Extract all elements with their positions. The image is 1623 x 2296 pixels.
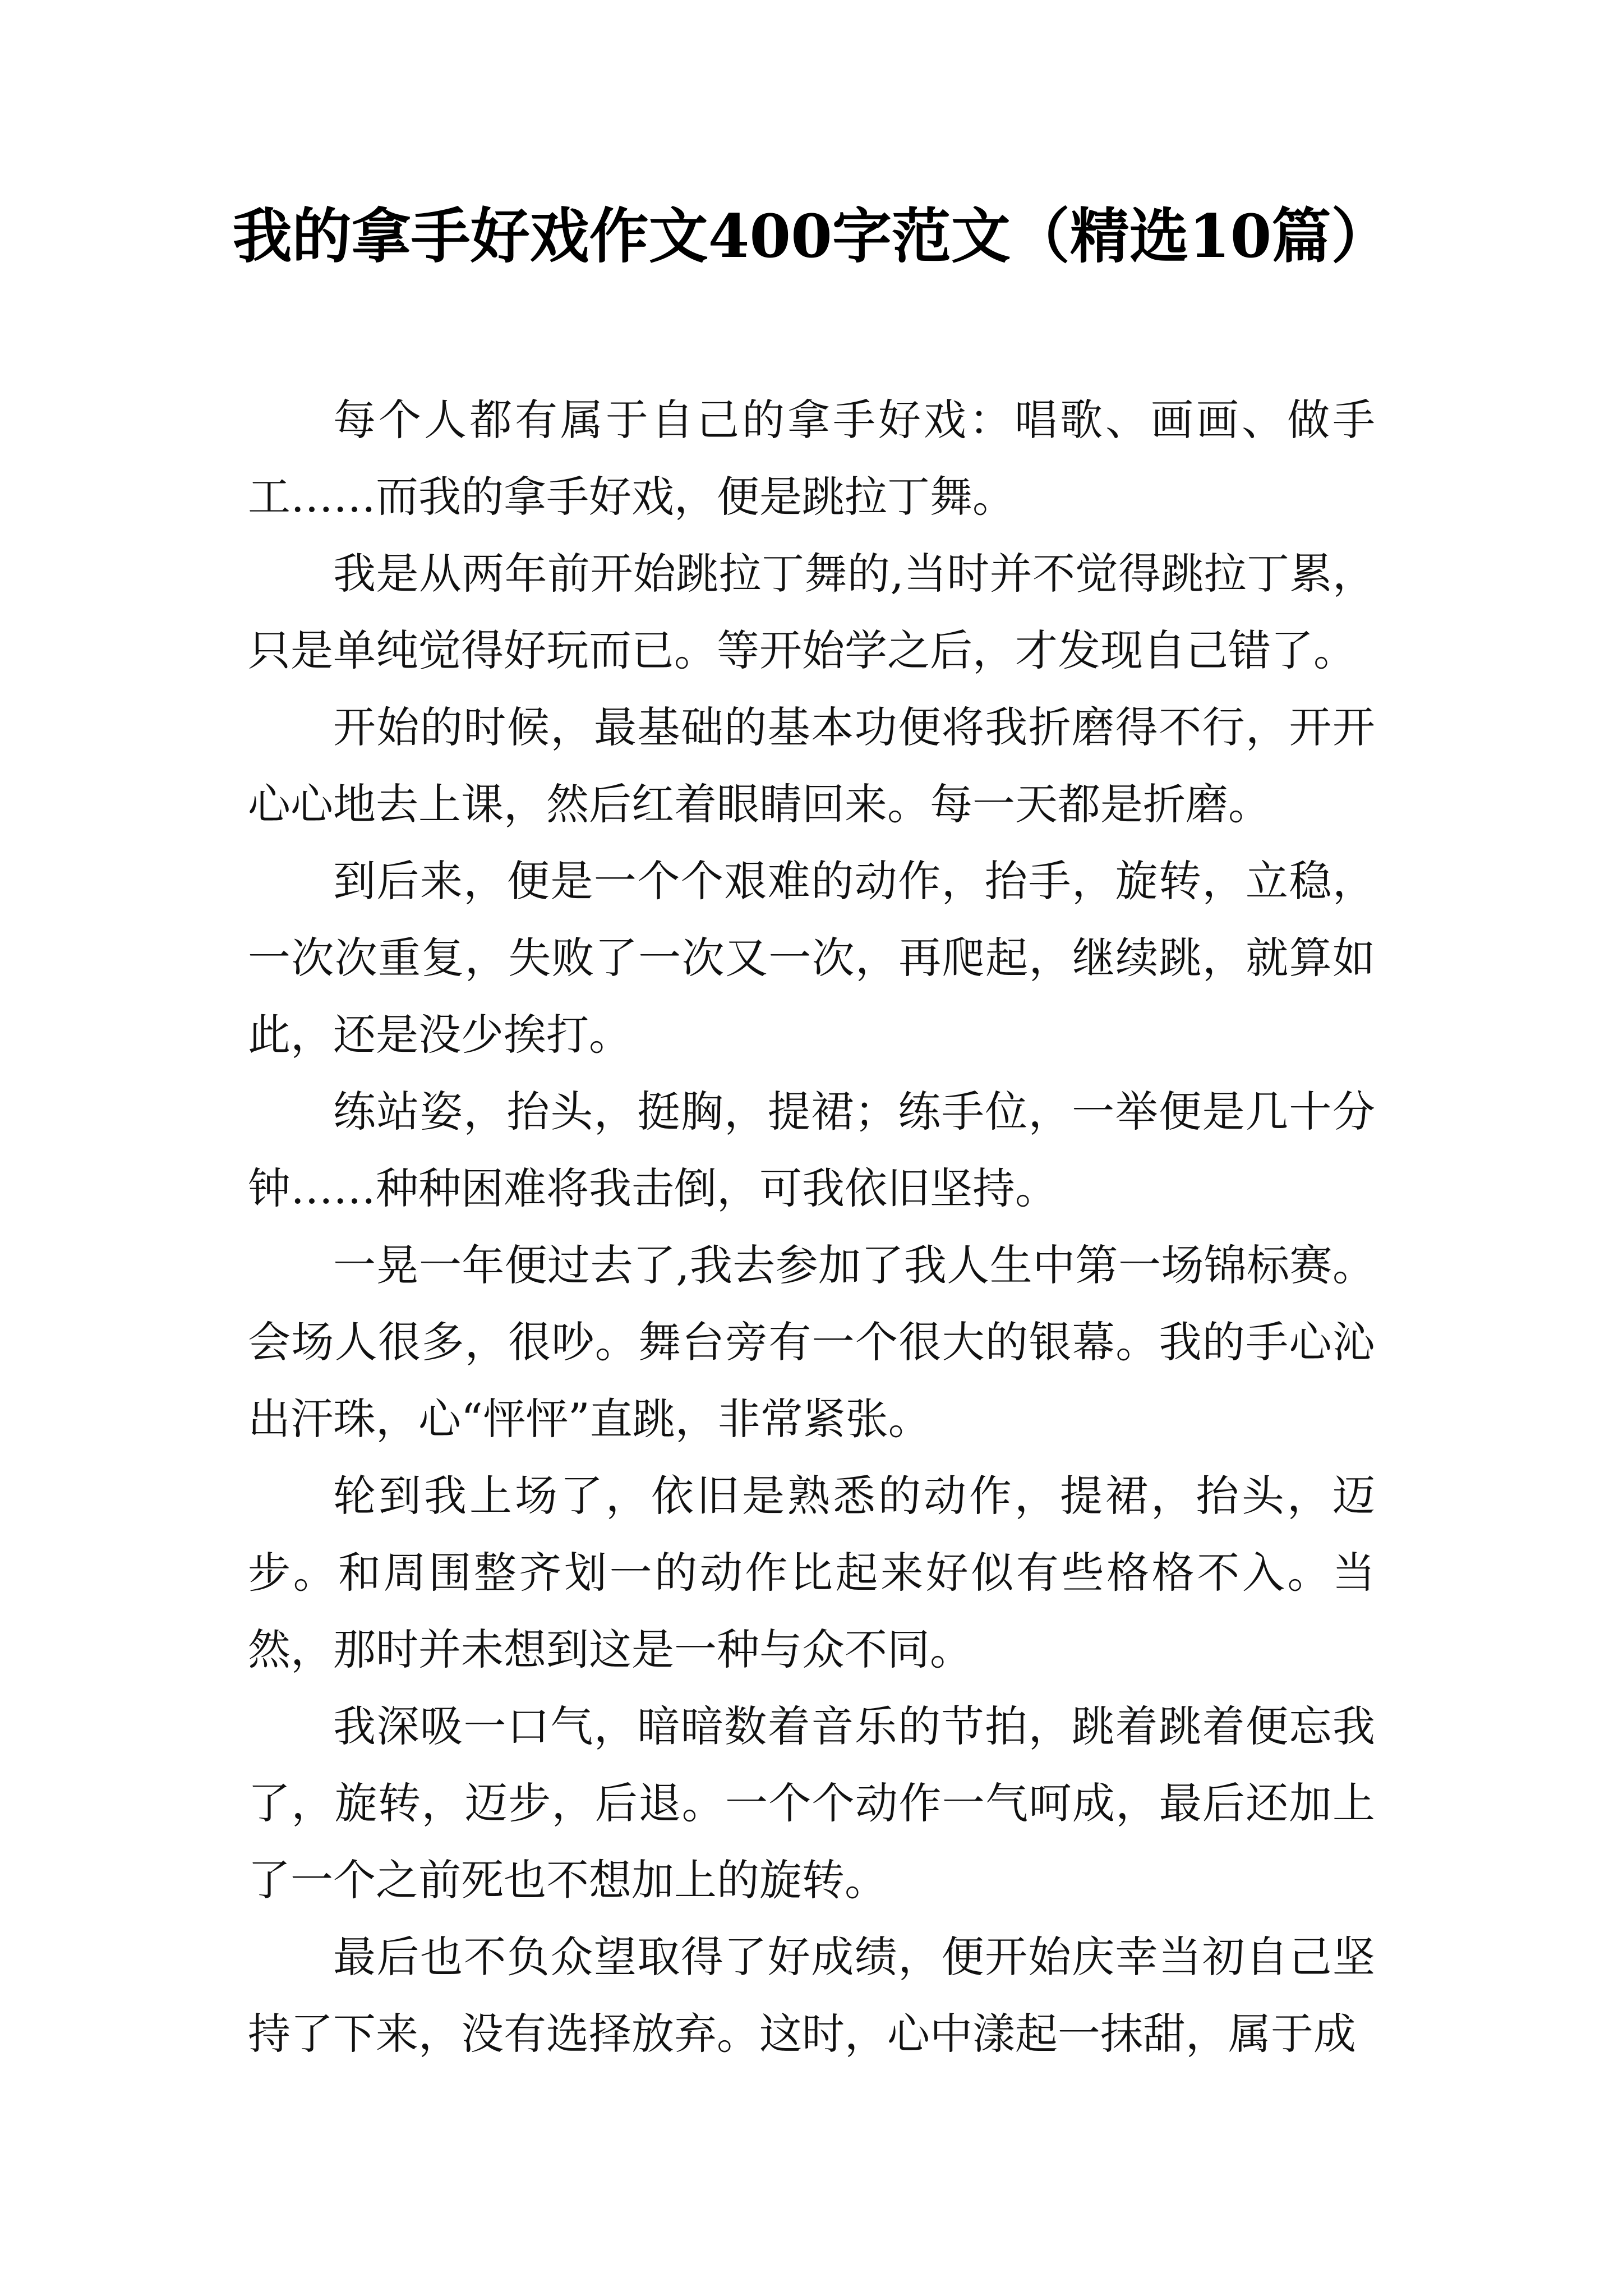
body-paragraph: 一晃一年便过去了,我去参加了我人生中第一场锦标赛。会场人很多，很吵。舞台旁有一个很大的银幕。我的手心沁出汗珠，心“怦怦”直跳，非常紧张。 <box>248 1240 1375 1444</box>
body-paragraph: 到后来，便是一个个艰难的动作，抬手，旋转，立稳，一次次重复，失败了一次又一次，再爬起，继续跳，就算如此，还是没少挨打。 <box>248 856 1375 1060</box>
body-paragraph: 我深吸一口气，暗暗数着音乐的节拍，跳着跳着便忘我了，旋转，迈步，后退。一个个动作一气呵成，最后还加上了一个之前死也不想加上的旋转。 <box>248 1701 1375 1905</box>
body-paragraph: 我是从两年前开始跳拉丁舞的,当时并不觉得跳拉丁累，只是单纯觉得好玩而已。等开始学之后，才发现自己错了。 <box>248 549 1375 675</box>
body-paragraph: 每个人都有属于自己的拿手好戏：唱歌、画画、做手工……而我的拿手好戏，便是跳拉丁舞。 <box>248 395 1375 522</box>
document-title: 我的拿手好戏作文400字范文（精选10篇） <box>232 201 1391 271</box>
body-paragraph: 轮到我上场了，依旧是熟悉的动作，提裙，抬头，迈步。和周围整齐划一的动作比起来好似有些格格不入。当然，那时并未想到这是一种与众不同。 <box>248 1471 1375 1674</box>
body-paragraph: 练站姿，抬头，挺胸，提裙；练手位，一举便是几十分钟……种种困难将我击倒，可我依旧坚持。 <box>248 1087 1375 1213</box>
document-body <box>248 381 1375 2072</box>
body-paragraph: 开始的时候，最基础的基本功便将我折磨得不行，开开心心地去上课，然后红着眼睛回来。每一天都是折磨。 <box>248 702 1375 829</box>
body-paragraph: 最后也不负众望取得了好成绩，便开始庆幸当初自己坚持了下来，没有选择放弃。这时，心中漾起一抹甜，属于成 <box>248 1932 1375 2059</box>
